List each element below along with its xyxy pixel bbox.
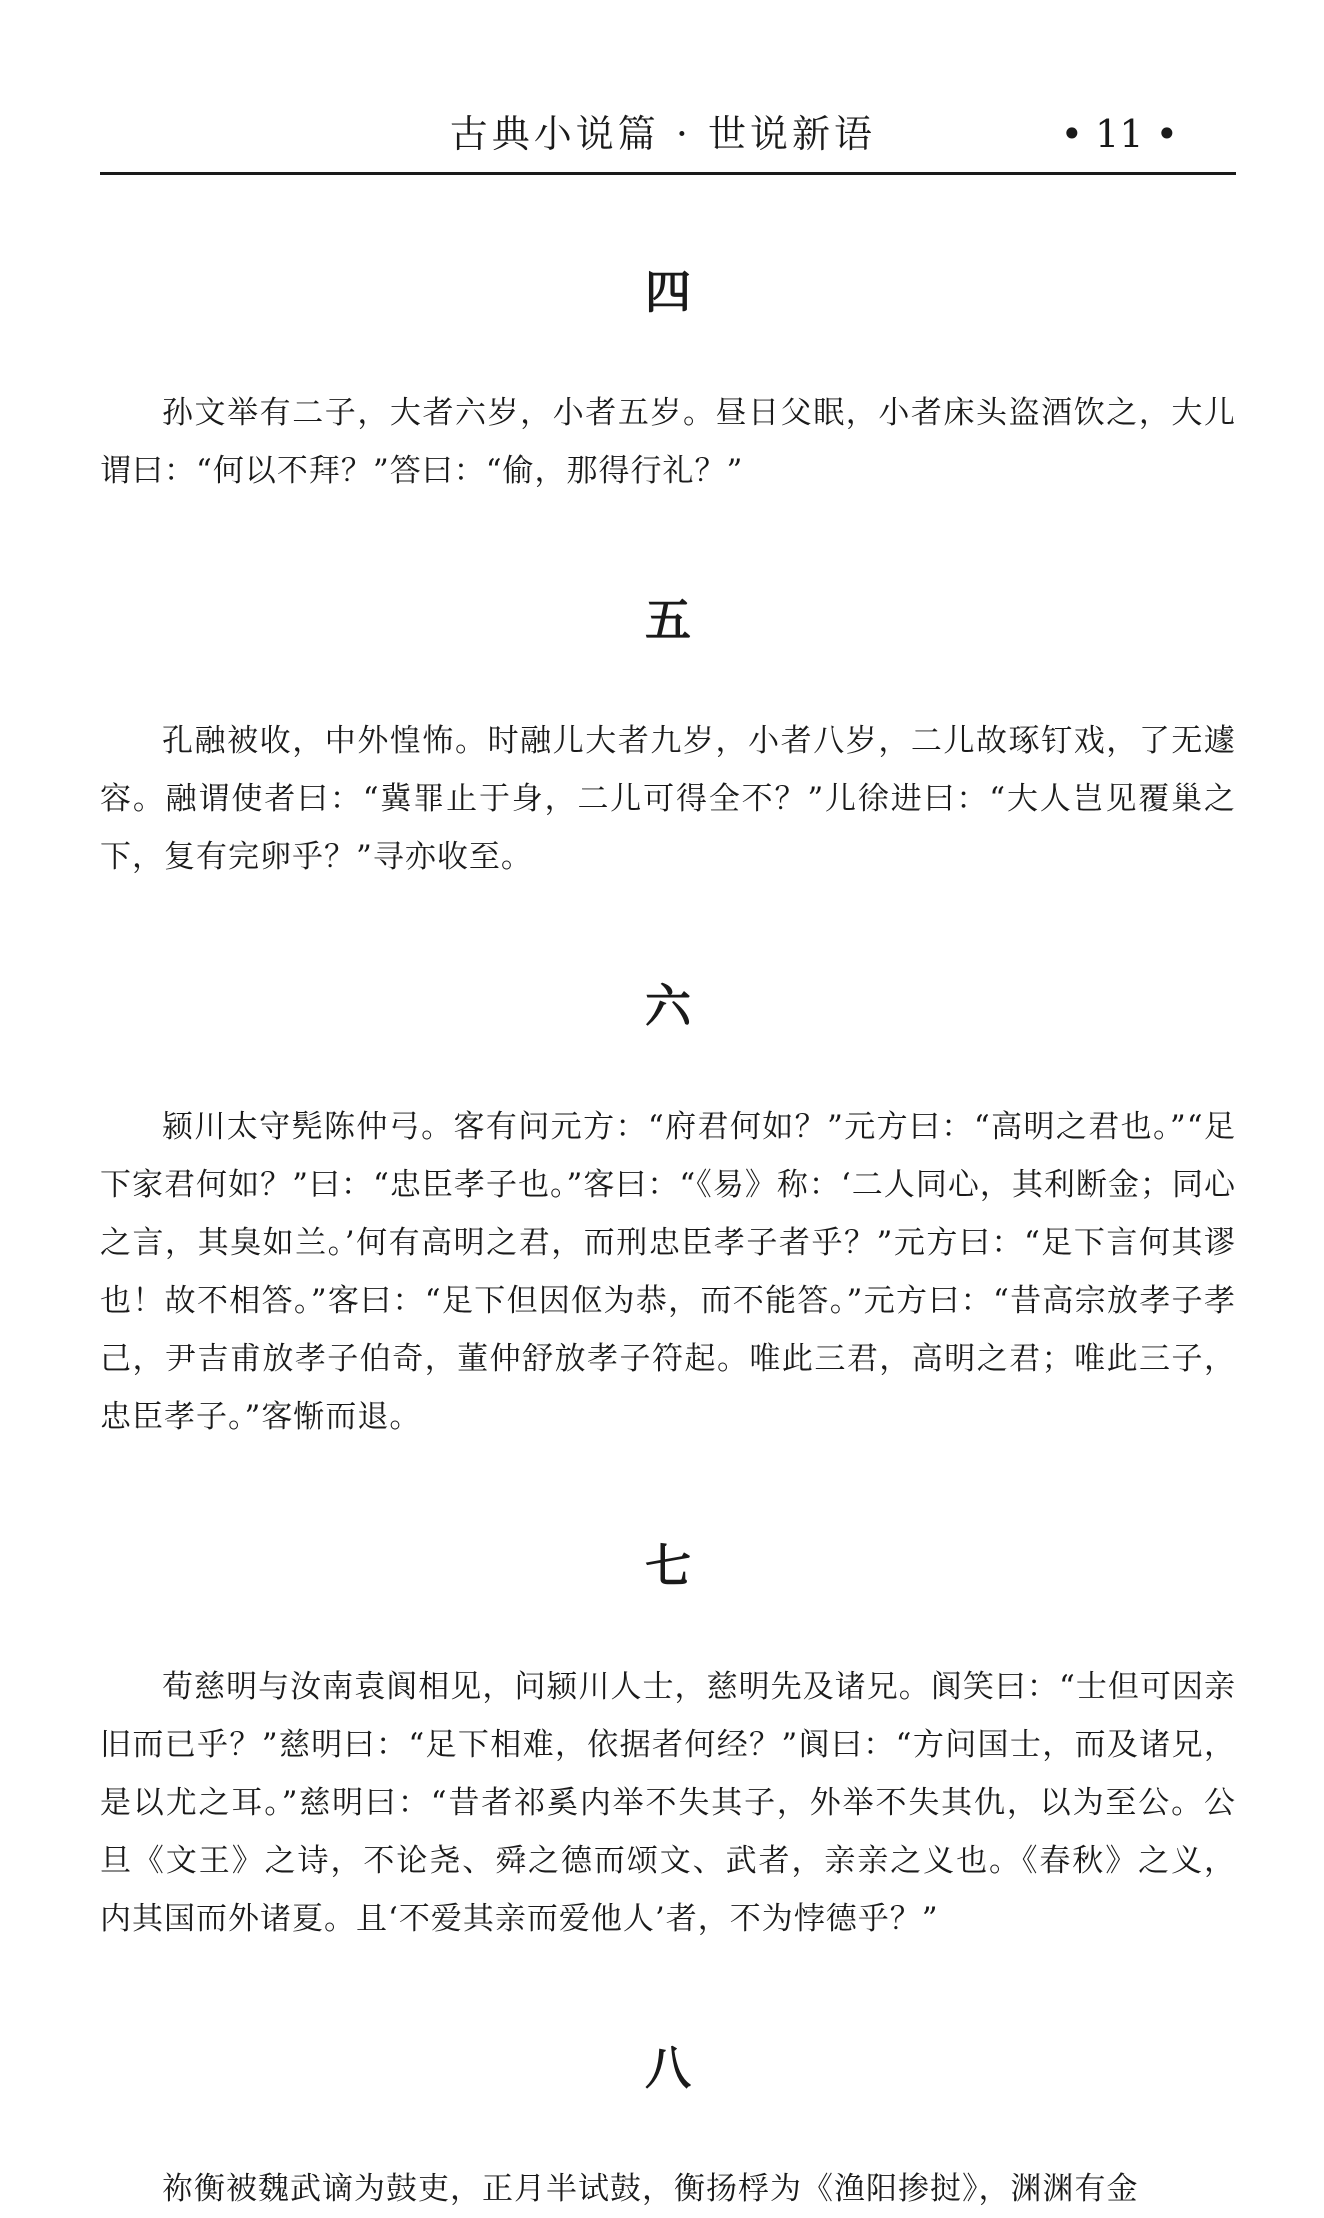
section-paragraph: 祢衡被魏武谪为鼓吏，正月半试鼓，衡扬桴为《渔阳掺挝》，渊渊有金 [162, 2171, 1139, 2207]
section-paragraph: 孙文举有二子，大者六岁，小者五岁。昼日父眠，小者床头盗酒饮之，大儿谓曰：“何以不拜？”答曰：“偷，那得行礼？” [100, 395, 1236, 489]
section-heading: 五 [645, 593, 691, 647]
section-heading: 四 [645, 265, 691, 319]
running-header-title: 古典小说篇 · 世说新语 [449, 112, 876, 156]
page-number: • 11 • [1060, 112, 1178, 156]
running-header [100, 104, 1236, 175]
section-heading: 七 [645, 1539, 691, 1593]
page-body [100, 172, 1236, 2218]
section-heading: 六 [645, 979, 691, 1033]
section-paragraph: 颍川太守髡陈仲弓。客有问元方：“府君何如？”元方曰：“高明之君也。”“足下家君何如？”曰：“忠臣孝子也。”客曰：“《易》称：‘二人同心，其利断金；同心之言，其臭如兰。’何有高明之君，而刑忠臣孝子者乎？”元方曰：“足下言何其谬也！故不相答。”客曰：“足下但因伛为恭，而不能答。”元方曰：“昔高宗放孝子孝己，尹吉甫放孝子伯奇，董仲舒放孝子符起。唯此三君，高明之君；唯此三子，忠臣孝子。”客惭而退。 [100, 1109, 1236, 1435]
section-paragraph: 孔融被收，中外惶怖。时融儿大者九岁，小者八岁，二儿故琢钉戏，了无遽容。融谓使者曰：“冀罪止于身，二儿可得全不？”儿徐进曰：“大人岂见覆巢之下，复有完卵乎？”寻亦收至。 [100, 723, 1236, 875]
book-page [100, 0, 1236, 2207]
section-heading: 八 [645, 2041, 691, 2095]
section-paragraph: 荀慈明与汝南袁阆相见，问颍川人士，慈明先及诸兄。阆笑曰：“士但可因亲旧而已乎？”慈明曰：“足下相难，依据者何经？”阆曰：“方问国士，而及诸兄，是以尤之耳。”慈明曰：“昔者祁奚内举不失其子，外举不失其仇，以为至公。公旦《文王》之诗，不论尧、舜之德而颂文、武者，亲亲之义也。《春秋》之义，内其国而外诸夏。且‘不爱其亲而爱他人’者，不为悖德乎？” [100, 1669, 1236, 1937]
